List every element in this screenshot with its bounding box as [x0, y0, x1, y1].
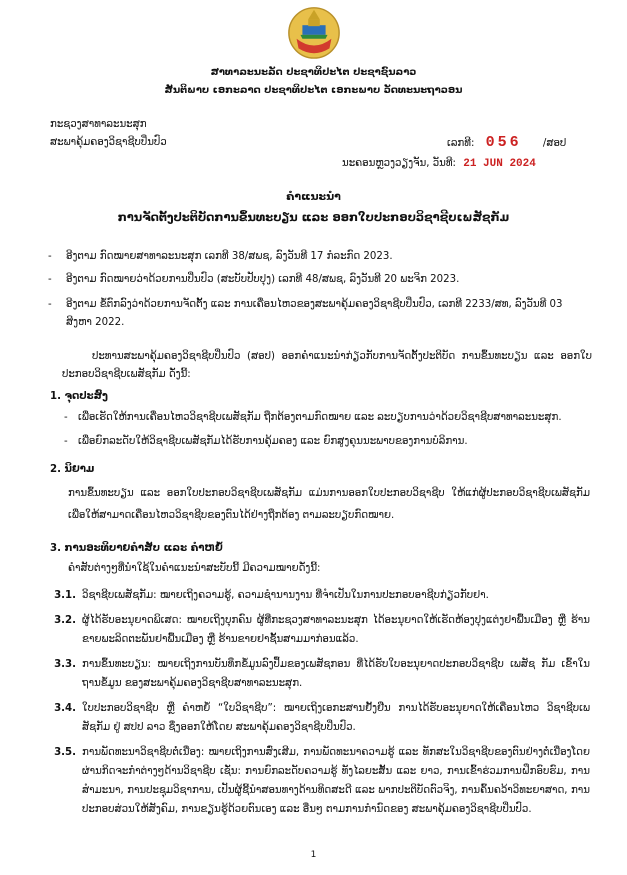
national-emblem: [285, 2, 343, 60]
references-list: [48, 250, 588, 332]
document-title: ຄຳແນະນຳ: [286, 190, 341, 203]
section-heading: 3. ການອະທິບາຍຄຳສັບ ແລະ ຄຳຫຍໍ້: [50, 543, 223, 554]
terms-lead: ຄຳສັບຕ່າງໆທີ່ນຳໃຊ້ໃນຄຳແນະນຳສະບັບນີ້ ມີຄວາມໝາຍດັ່ງນີ້:: [68, 563, 321, 574]
term-item: 3.1. ວິຊາຊີບເພສັຊກັມ: ໝາຍເຖິງຄວາມຮູ້, ຄວາມຊຳນານງານ ທີ່ຈຳເປັນໃນການປະກອບອາຊີບກ່ຽວກັບຢາ.: [54, 590, 489, 601]
term-item: 3.4. ໃບປະກອບວິຊາຊີບ ຫຼື ຄຳຫຍໍ້ “ໃບວິຊາຊີບ”: ໝາຍເຖິງເອກະສານຢັ້ງຢືນ ການໄດ້ຮັບອະນຸຍາດໃຫ້ເຄື່ອນໄຫວ ວິຊາຊີບເພສັຊກັມ ຢູ່ ສປປ ລາວ ຊຶ່ງອອກໃຫ້ໂດຍ ສະພາຄຸ້ມຄອງວິຊາຊີບປິ່ນປົວ.: [54, 703, 590, 733]
term-item: 3.2. ຜູ້ໄດ້ຮັບອະນຸຍາດພິເສດ: ໝາຍເຖິງບຸກຄົນ ຜູ້ທີ່ກະຊວງສາທາລະນະສຸກ ໄດ້ອະນຸຍາດໃຫ້ເຮັດຫ້ອງປຸງແຕ່ງຢາພື້ນເມືອງ ຫຼື ຮ້ານຂາຍພະລິດຕະພັນຢາພື້ນເມືອງ ຫຼື ຮ້ານຂາຍຢາຊັ້ນສາມມາກ່ອນແລ້ວ.: [54, 615, 590, 645]
reference-item: - ອີງຕາມ ກົດໝາຍວ່າດ້ວຍການປິ່ນປົວ (ສະບັບປັບປຸງ) ເລກທີ 48/ສພຊ, ລົງວັນທີ 20 ພະຈິກ 2023.: [48, 274, 460, 285]
document-number: [447, 136, 566, 151]
section-purpose: [50, 390, 590, 449]
purpose-item: - ເພື່ອຍົກລະດັບໃຫ້ວິຊາຊີບເພສັຊກັມໄດ້ຮັບການຄຸ້ມຄອງ ແລະ ຍົກສູງຄຸນນະພາບຂອງການບໍລິການ.: [64, 436, 468, 447]
section-heading: 2. ນິຍາມ: [50, 464, 95, 475]
reference-item: - ອີງຕາມ ຂໍ້ຕົກລົງວ່າດ້ວຍການຈັດຕັ້ງ ແລະ ການເຄື່ອນໄຫວຂອງສະພາຄຸ້ມຄອງວິຊາຊີບປິ່ນປົວ, ເລກທີ 2233/ສທ, ລົງວັນທີ 03 ສິງຫາ 2022.: [48, 299, 563, 328]
number-stamp: 056: [485, 134, 522, 151]
national-motto: ສັນຕິພາບ ເອກະລາດ ປະຊາທິປະໄຕ ເອກະພາບ ວັດທະນະຖາວອນ: [164, 85, 463, 96]
term-item: 3.5. ການພັດທະນາວິຊາຊີບຕໍ່ເນື່ອງ: ໝາຍເຖິງການສົ່ງເສີມ, ການພັດທະນາຄວາມຮູ້ ແລະ ທັກສະໃນວິຊາຊີບຂອງຕົນຢ່າງຕໍ່ເນື່ອງໂດຍຜ່ານກິດຈະກຳຕ່າງໆດ້ານວິຊາຊີບ ເຊັ່ນ: ການຍົກລະດັບຄວາມຮູ້ ທັງໄລຍະສັ້ນ ແລະ ຍາວ, ການເຂົ້າຮ່ວມການຝຶກອົບຮົມ, ການສຳມະນາ, ການປະຊຸມວິຊາການ, ເປັນຜູ້ຊີ້ນຳສອນທາງດ້ານທິດສະດີ ແລະ ພາກປະຕິບັດຕົວຈິງ, ການຄົ້ນຄວ້າວິທະຍາສາດ, ການປະກອບສ່ວນໃຫ້ສັງຄົມ, ການຂຽນຮູ້ດ້ວຍຕົນເອງ ແລະ ອື່ນໆ ຕາມການກຳນົດຂອງ ສະພາຄຸ້ມຄອງວິຊາຊີບປິ່ນປົວ.: [54, 747, 590, 815]
date-stamp: 21 JUN 2024: [463, 158, 536, 170]
number-suffix: /ສອປ: [542, 138, 567, 149]
purpose-item: - ເພື່ອເຮັດໃຫ້ການເຄື່ອນໄຫວວິຊາຊີບເພສັຊກັມ ຖືກຕ້ອງຕາມກົດໝາຍ ແລະ ລະບຽບການວ່າດ້ວຍວິຊາຊີບສາທາລະນະສຸກ.: [64, 412, 562, 423]
intro-paragraph: ປະທານສະພາຄຸ້ມຄອງວິຊາຊີບປິ່ນປົວ (ສອປ) ອອກຄຳແນະນຳກ່ຽວກັບການຈັດຕັ້ງປະຕິບັດ ການຂຶ້ນທະບຽນ ແລະ ອອກໃບປະກອບວິຊາຊີບເພສັຊກັມ ດັ່ງນີ້:: [62, 351, 592, 380]
definition-text: ການຂຶ້ນທະບຽນ ແລະ ອອກໃບປະກອບວິຊາຊີບເພສັຊກັມ ແມ່ນການອອກໃບປະກອບວິຊາຊີບ ໃຫ້ແກ່ຜູ້ປະກອບວິຊາຊີບເພສັຊກັມ ເພື່ອໃຫ້ສາມາດເຄື່ອນໄຫວວິຊາຊີບຂອງຕົນໄດ້ຢ່າງຖືກຕ້ອງ ຕາມລະບຽບກົດໝາຍ.: [68, 488, 590, 521]
document-subtitle: ການຈັດຕັ້ງປະຕິບັດການຂຶ້ນທະບຽນ ແລະ ອອກໃບປະກອບວິຊາຊີບເພສັຊກັມ: [117, 210, 510, 224]
page-number: 1: [310, 850, 317, 860]
section-definition: [50, 463, 590, 527]
section-heading: 1. ຈຸດປະສົງ: [50, 391, 108, 402]
section-terms: [50, 542, 590, 819]
country-name: ສາທາລະນະລັດ ປະຊາທິປະໄຕ ປະຊາຊົນລາວ: [210, 67, 417, 78]
ministry-name: ກະຊວງສາທາລະນະສຸກ: [50, 119, 147, 130]
reference-item: - ອີງຕາມ ກົດໝາຍສາທາລະນະສຸກ ເລກທີ 38/ສພຊ, ລົງວັນທີ 17 ກໍລະກົດ 2023.: [48, 251, 393, 262]
council-name: ສະພາຄຸ້ມຄອງວິຊາຊີບປິ່ນປົວ: [50, 137, 167, 148]
place-date-label: ນະຄອນຫຼວງວຽງຈັນ, ວັນທີ:: [342, 158, 456, 169]
term-item: 3.3. ການຂຶ້ນທະບຽນ: ໝາຍເຖິງການບັນທຶກຂໍ້ມູນລົງປຶ້ມຂອງເພສັຊກອນ ທີ່ໄດ້ຮັບໃບອະນຸຍາດປະກອບວິຊາຊີບ ເພສັຊ ກັມ ເຂົ້າໃນຖານຂໍ້ມູນ ຂອງສະພາຄຸ້ມຄອງວິຊາຊີບສາທາລະນະສຸກ.: [54, 659, 590, 689]
place-date: [342, 157, 536, 171]
number-label: ເລກທີ:: [447, 138, 475, 149]
